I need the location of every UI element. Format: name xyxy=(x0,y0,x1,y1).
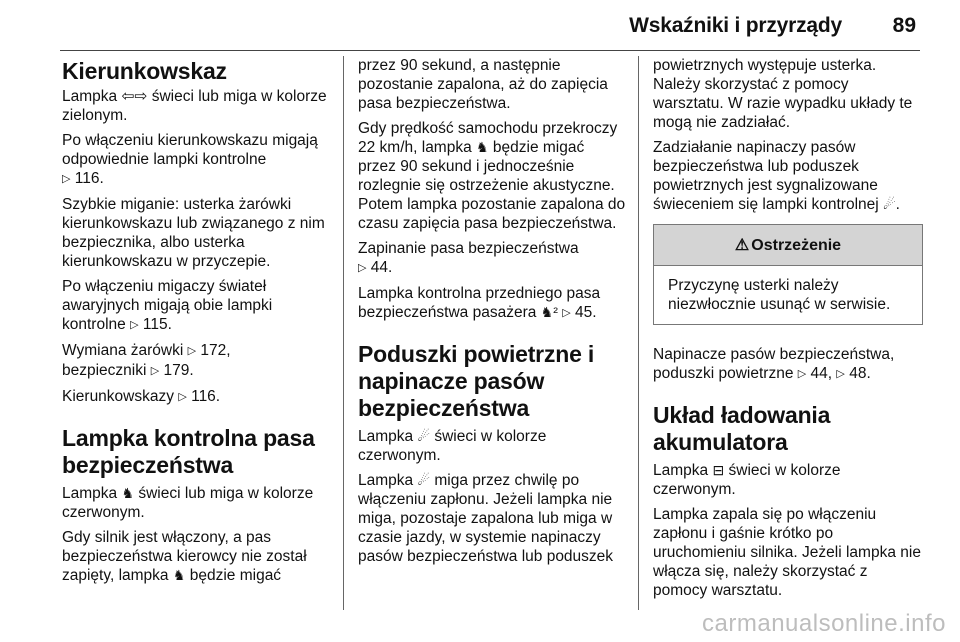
ref-arrow-icon: ▷ xyxy=(178,391,187,403)
paragraph: Lampka ☄ miga przez chwilę po włączeniu zapłonu. Jeżeli lampka nie miga, pozostaje zapalona lub miga w czasie jazdy, w systemie napinaczy pasów bezpieczeństwa lub poduszek xyxy=(358,472,614,565)
seatbelt-icon: ♞ xyxy=(172,567,186,583)
airbag-icon: ☄ xyxy=(417,472,431,488)
page-header xyxy=(0,0,960,52)
warning-box xyxy=(653,224,923,325)
section-title: Wskaźniki i przyrządy xyxy=(629,14,842,37)
ref-arrow-icon: ▷ xyxy=(836,368,845,380)
paragraph: Po włączeniu kierunkowskazu migają odpowiednie lampki kontrolne ▷ 116. xyxy=(62,132,318,187)
ref-arrow-icon: ▷ xyxy=(150,365,160,377)
column-3 xyxy=(653,56,923,606)
paragraph: Zapinanie pasa bezpieczeństwa ▷ 44. xyxy=(358,240,579,276)
heading-airbags: Poduszki powietrzne i napinacze pasów bezpieczeństwa xyxy=(358,341,595,421)
paragraph: Szybkie miganie: usterka żarówki kierunkowskazu lub związanego z nim bezpiecznika, albo usterka kierunkowskazu w przyczepie. xyxy=(62,196,325,270)
warning-title: Ostrzeżenie xyxy=(751,236,842,254)
warning-header xyxy=(654,225,922,266)
warning-text: Przyczynę usterki należy niezwłocznie usunąć w serwisie. xyxy=(668,277,891,313)
paragraph: Gdy silnik jest włączony, a pas bezpieczeństwa kierowcy nie został zapięty, lampka ♞ będzie migać xyxy=(62,529,307,584)
ref-arrow-icon: ▷ xyxy=(562,307,571,319)
paragraph: Lampka ☄ świeci w kolorze czerwonym. xyxy=(358,428,547,464)
paragraph: Lampka ♞ świeci lub miga w kolorze czerwonym. xyxy=(62,485,314,521)
heading-charging-system: Układ ładowania akumulatora xyxy=(653,402,831,455)
header-divider xyxy=(60,50,920,51)
airbag-icon: ☄ xyxy=(883,196,896,212)
paragraph: Lampka zapala się po włączeniu zapłonu i gaśnie krótko po uruchomieniu silnika. Jeżeli lampka nie włącza się, należy skorzystać z pomocy warsztatu. xyxy=(653,506,921,599)
airbag-icon: ☄ xyxy=(417,428,431,444)
paragraph: powietrznych występuje usterka. Należy skorzystać z pomocy warsztatu. W razie wypadku układy te mogą nie zadziałać. xyxy=(653,57,913,131)
page-number: 89 xyxy=(892,14,916,37)
heading-seatbelt-lamp: Lampka kontrolna pasa bezpieczeństwa xyxy=(62,425,315,478)
seatbelt-icon: ♞ xyxy=(476,139,489,155)
column-divider-2 xyxy=(638,56,639,610)
paragraph: Napinacze pasów bezpieczeństwa, poduszki powietrzne ▷ 44, ▷ 48. xyxy=(653,346,895,382)
ref-arrow-icon: ▷ xyxy=(130,319,139,331)
ref-arrow-icon: ▷ xyxy=(62,173,71,185)
warning-icon: ⚠ xyxy=(734,236,750,254)
column-divider-1 xyxy=(343,56,344,610)
ref-arrow-icon: ▷ xyxy=(358,262,367,274)
paragraph: Zadziałanie napinaczy pasów bezpieczeństwa lub poduszek powietrznych jest sygnalizowane świeceniem się lampki kontrolnej ☄. xyxy=(653,139,900,213)
paragraph: Wymiana żarówki ▷ 172, bezpieczniki ▷ 179. xyxy=(62,342,231,379)
paragraph: Kierunkowskazy ▷ 116. xyxy=(62,388,221,405)
paragraph: Gdy prędkość samochodu przekroczy 22 km/h, lampka ♞ będzie migać przez 90 sekund i jednocześnie rozlegnie się ostrzeżenie akustyczne. Potem lampka pozostanie zapalona do czasu zapięcia pasa bezpieczeństwa. xyxy=(358,120,626,232)
watermark: carmanualsonline.info xyxy=(702,610,946,637)
paragraph: przez 90 sekund, a następnie pozostanie zapalona, aż do zapięcia pasa bezpieczeństwa. xyxy=(358,57,608,112)
paragraph: Po włączeniu migaczy świateł awaryjnych migają obie lampki kontrolne ▷ 115. xyxy=(62,278,273,333)
ref-arrow-icon: ▷ xyxy=(187,345,197,357)
heading-turn-signal: Kierunkowskaz xyxy=(62,58,227,84)
column-1 xyxy=(62,56,330,591)
paragraph: Lampka kontrolna przedniego pasa bezpieczeństwa pasażera ♞² ▷ 45. xyxy=(358,285,601,321)
passenger-seatbelt-icon: ♞² xyxy=(540,304,558,320)
paragraph: Lampka ⊟ świeci w kolorze czerwonym. xyxy=(653,462,841,498)
paragraph: Lampka ⇦⇨ świeci lub miga w kolorze zielonym. xyxy=(62,88,327,124)
battery-icon: ⊟ xyxy=(712,462,725,478)
ref-arrow-icon: ▷ xyxy=(797,368,807,380)
seatbelt-icon: ♞ xyxy=(121,485,135,501)
column-2 xyxy=(358,56,626,572)
